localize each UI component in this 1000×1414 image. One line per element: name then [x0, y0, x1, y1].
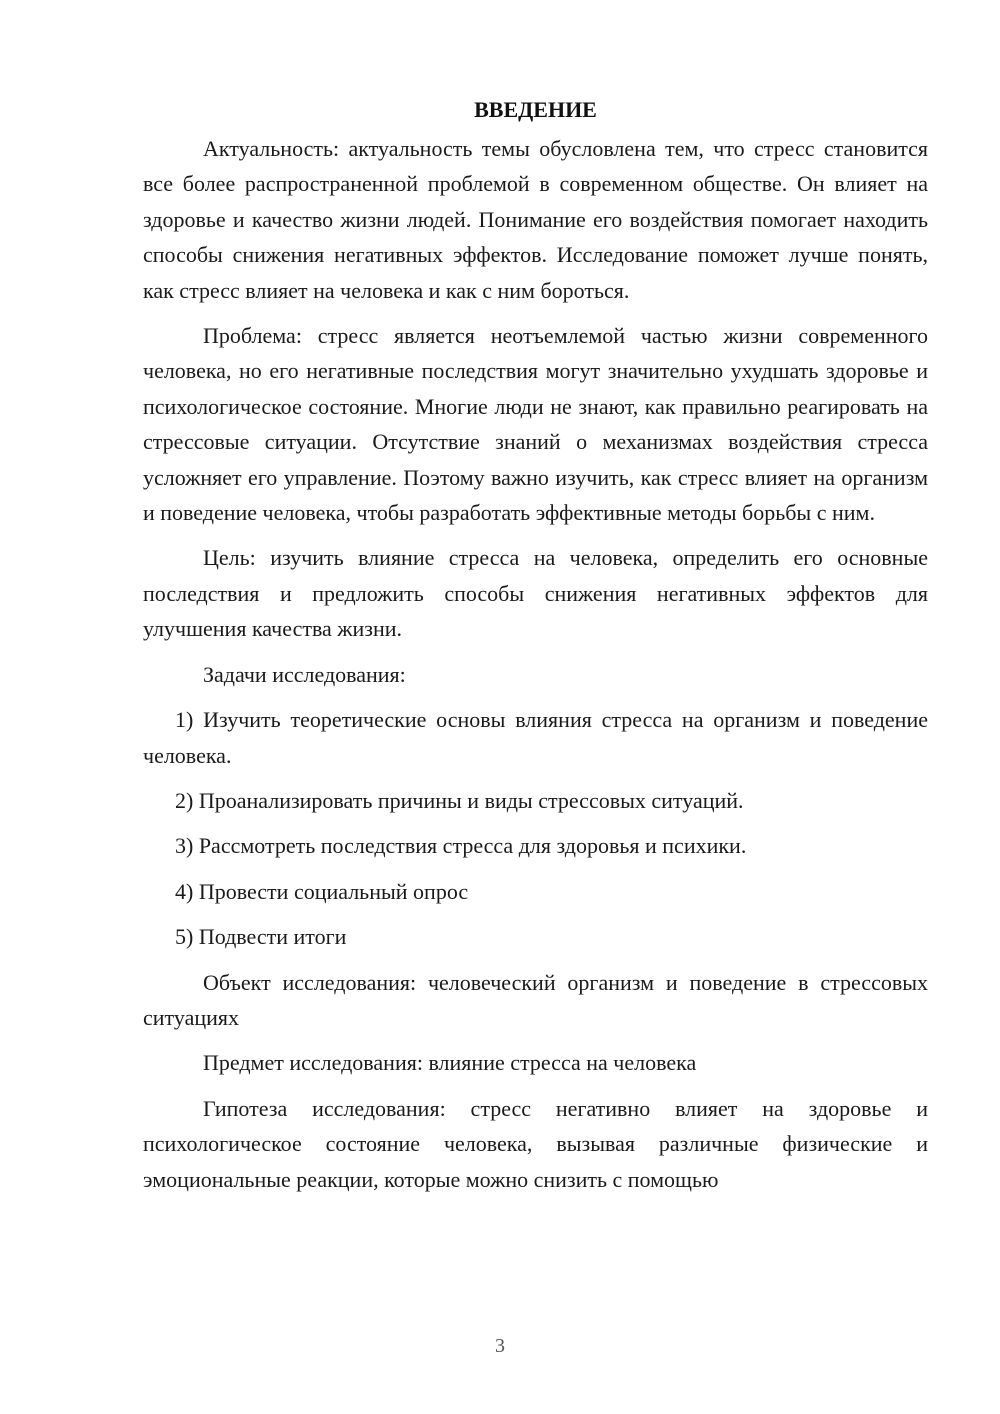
paragraph-object: Объект исследования: человеческий организм и поведение в стрессовых ситуациях — [143, 969, 928, 1030]
paragraph-tasks-heading: Задачи исследования: — [203, 661, 406, 687]
page-title: ВВЕДЕНИЕ — [474, 97, 597, 122]
paragraph-relevance: Актуальность: актуальность темы обусловлена тем, что стресс становится все более распространенной проблемой в современном обществе. Он влияет на здоровье и качество жизни людей. Понимание его воздействия помогает находить способы снижения негативных эффектов. Исследование поможет лучше понять, как стресс влияет на человека и как с ним бороться. — [143, 136, 928, 303]
task-item-4: 4) Провести социальный опрос — [175, 878, 469, 904]
paragraph-hypothesis: Гипотеза исследования: стресс негативно влияет на здоровье и психологическое состояние человека, вызывая различные физические и эмоциональные реакции, которые можно снизить с помощью — [143, 1095, 928, 1192]
task-item-5: 5) Подвести итоги — [175, 924, 347, 950]
page-number: 3 — [495, 1335, 505, 1357]
document-page — [143, 92, 928, 1207]
task-item-2: 2) Проанализировать причины и виды стрессовых ситуаций. — [175, 787, 744, 813]
task-item-3: 3) Рассмотреть последствия стресса для здоровья и психики. — [175, 833, 747, 859]
task-item-1: 1) Изучить теоретические основы влияния стресса на организм и поведение человека. — [143, 707, 928, 768]
paragraph-problem: Проблема: стресс является неотъемлемой частью жизни современного человека, но его негативные последствия могут значительно ухудшать здоровье и психологическое состояние. Многие люди не знают, как правильно реагировать на стрессовые ситуации. Отсутствие знаний о механизмах воздействия стресса усложняет его управление. Поэтому важно изучить, как стресс влияет на организм и поведение человека, чтобы разработать эффективные методы борьбы с ним. — [143, 323, 928, 526]
paragraph-goal: Цель: изучить влияние стресса на человека, определить его основные последствия и предложить способы снижения негативных эффектов для улучшения качества жизни. — [143, 545, 928, 642]
paragraph-subject: Предмет исследования: влияние стресса на человека — [203, 1050, 697, 1076]
